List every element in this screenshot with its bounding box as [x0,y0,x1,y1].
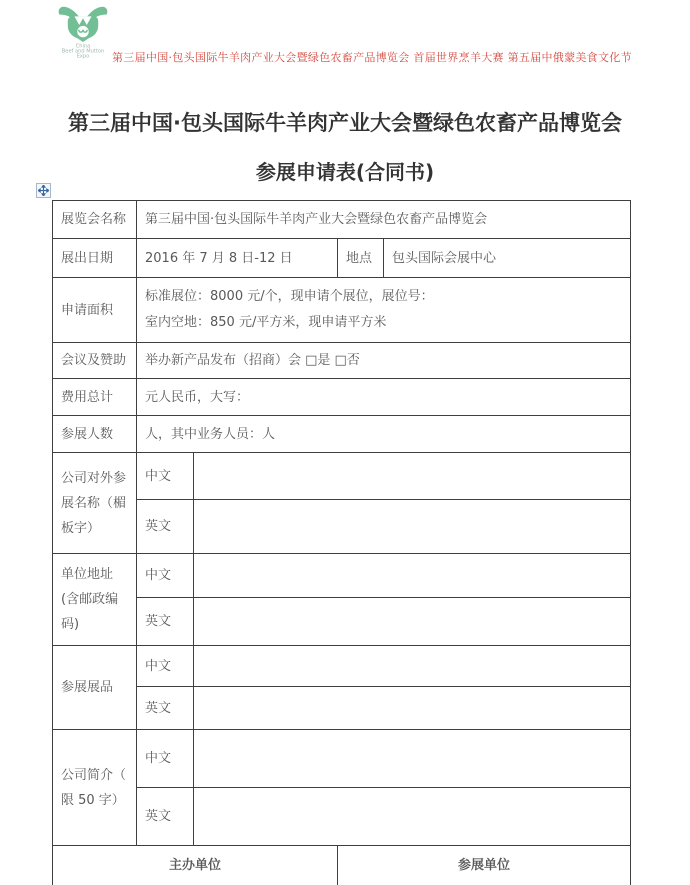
exhibitor-label: 参展单位 [338,846,631,885]
logo-caption-line: Expo [76,53,90,60]
table-row [53,846,631,885]
table-row [53,201,631,239]
exhibits-en-label: 英文 [137,687,194,730]
exhibition-place-label: 地点 [338,239,384,278]
applied-area-line2: 室内空地：850 元/平方米，现申请平方米 [145,315,387,330]
company-address-en-label: 英文 [137,598,194,646]
exhibition-date-label: 展出日期 [53,239,137,278]
table-row [53,416,631,453]
table-row [53,239,631,278]
table-row [53,598,631,646]
logo-caption-line: Beef and Mutton [61,48,105,55]
logo-caption-line: China [75,43,91,50]
company-address-cn-field[interactable] [194,554,631,598]
table-move-handle[interactable] [36,183,51,198]
company-display-name-cn-label: 中文 [137,453,194,500]
total-cost-value[interactable]: 元人民币，大写： [137,379,631,416]
applied-area-label: 申请面积 [53,278,137,343]
exhibition-place-value: 包头国际会展中心 [384,239,631,278]
company-address-en-field[interactable] [194,598,631,646]
company-address-label: 单位地址 (含邮政编码) [53,554,137,646]
applied-area-line1: 标准展位：8000 元/个，现申请个展位，展位号： [145,289,434,304]
table-row [53,379,631,416]
document-title-line2: 参展申请表(合同书) [255,160,435,184]
application-form-table [52,200,631,885]
table-row [53,278,631,343]
table-row [53,646,631,687]
company-profile-en-field[interactable] [194,788,631,846]
table-row [53,453,631,500]
exhibits-label: 参展展品 [53,646,137,730]
conference-sponsor-value[interactable]: 举办新产品发布（招商）会 □是 □否 [137,343,631,379]
exhibition-date-value: 2016 年 7 月 8 日-12 日 [137,239,338,278]
exhibits-cn-label: 中文 [137,646,194,687]
exhibits-cn-field[interactable] [194,646,631,687]
total-cost-label: 费用总计 [53,379,137,416]
move-arrows-icon [38,185,49,196]
table-row [53,687,631,730]
exhibition-name-label: 展览会名称 [53,201,137,239]
company-profile-cn-label: 中文 [137,730,194,788]
organizer-label: 主办单位 [53,846,338,885]
conference-sponsor-label: 会议及赞助 [53,343,137,379]
table-row [53,343,631,379]
bull-head-logo-icon [55,5,111,43]
company-display-name-en-label: 英文 [137,500,194,554]
company-display-name-en-field[interactable] [194,500,631,554]
table-row [53,730,631,788]
company-profile-en-label: 英文 [137,788,194,846]
company-display-name-label: 公司对外参展名称（楣板字） [53,453,137,554]
company-address-cn-label: 中文 [137,554,194,598]
event-slogan-line: 第三届中国·包头国际牛羊肉产业大会暨绿色农畜产品博览会 首届世界烹羊大赛 第五届中俄蒙美食文化节 [112,51,632,64]
exhibits-en-field[interactable] [194,687,631,730]
attendee-count-label: 参展人数 [53,416,137,453]
table-row [53,554,631,598]
company-display-name-cn-field[interactable] [194,453,631,500]
company-profile-label: 公司简介（ 限 50 字） [53,730,137,846]
logo-caption [57,44,110,59]
exhibition-name-value: 第三届中国·包头国际牛羊肉产业大会暨绿色农畜产品博览会 [137,201,631,239]
expo-logo [52,5,114,62]
table-row [53,788,631,846]
attendee-count-value[interactable]: 人，其中业务人员：人 [137,416,631,453]
table-row [53,500,631,554]
company-profile-cn-field[interactable] [194,730,631,788]
document-title-line1: 第三届中国·包头国际牛羊肉产业大会暨绿色农畜产品博览会 [68,111,622,135]
applied-area-value[interactable] [137,278,631,343]
